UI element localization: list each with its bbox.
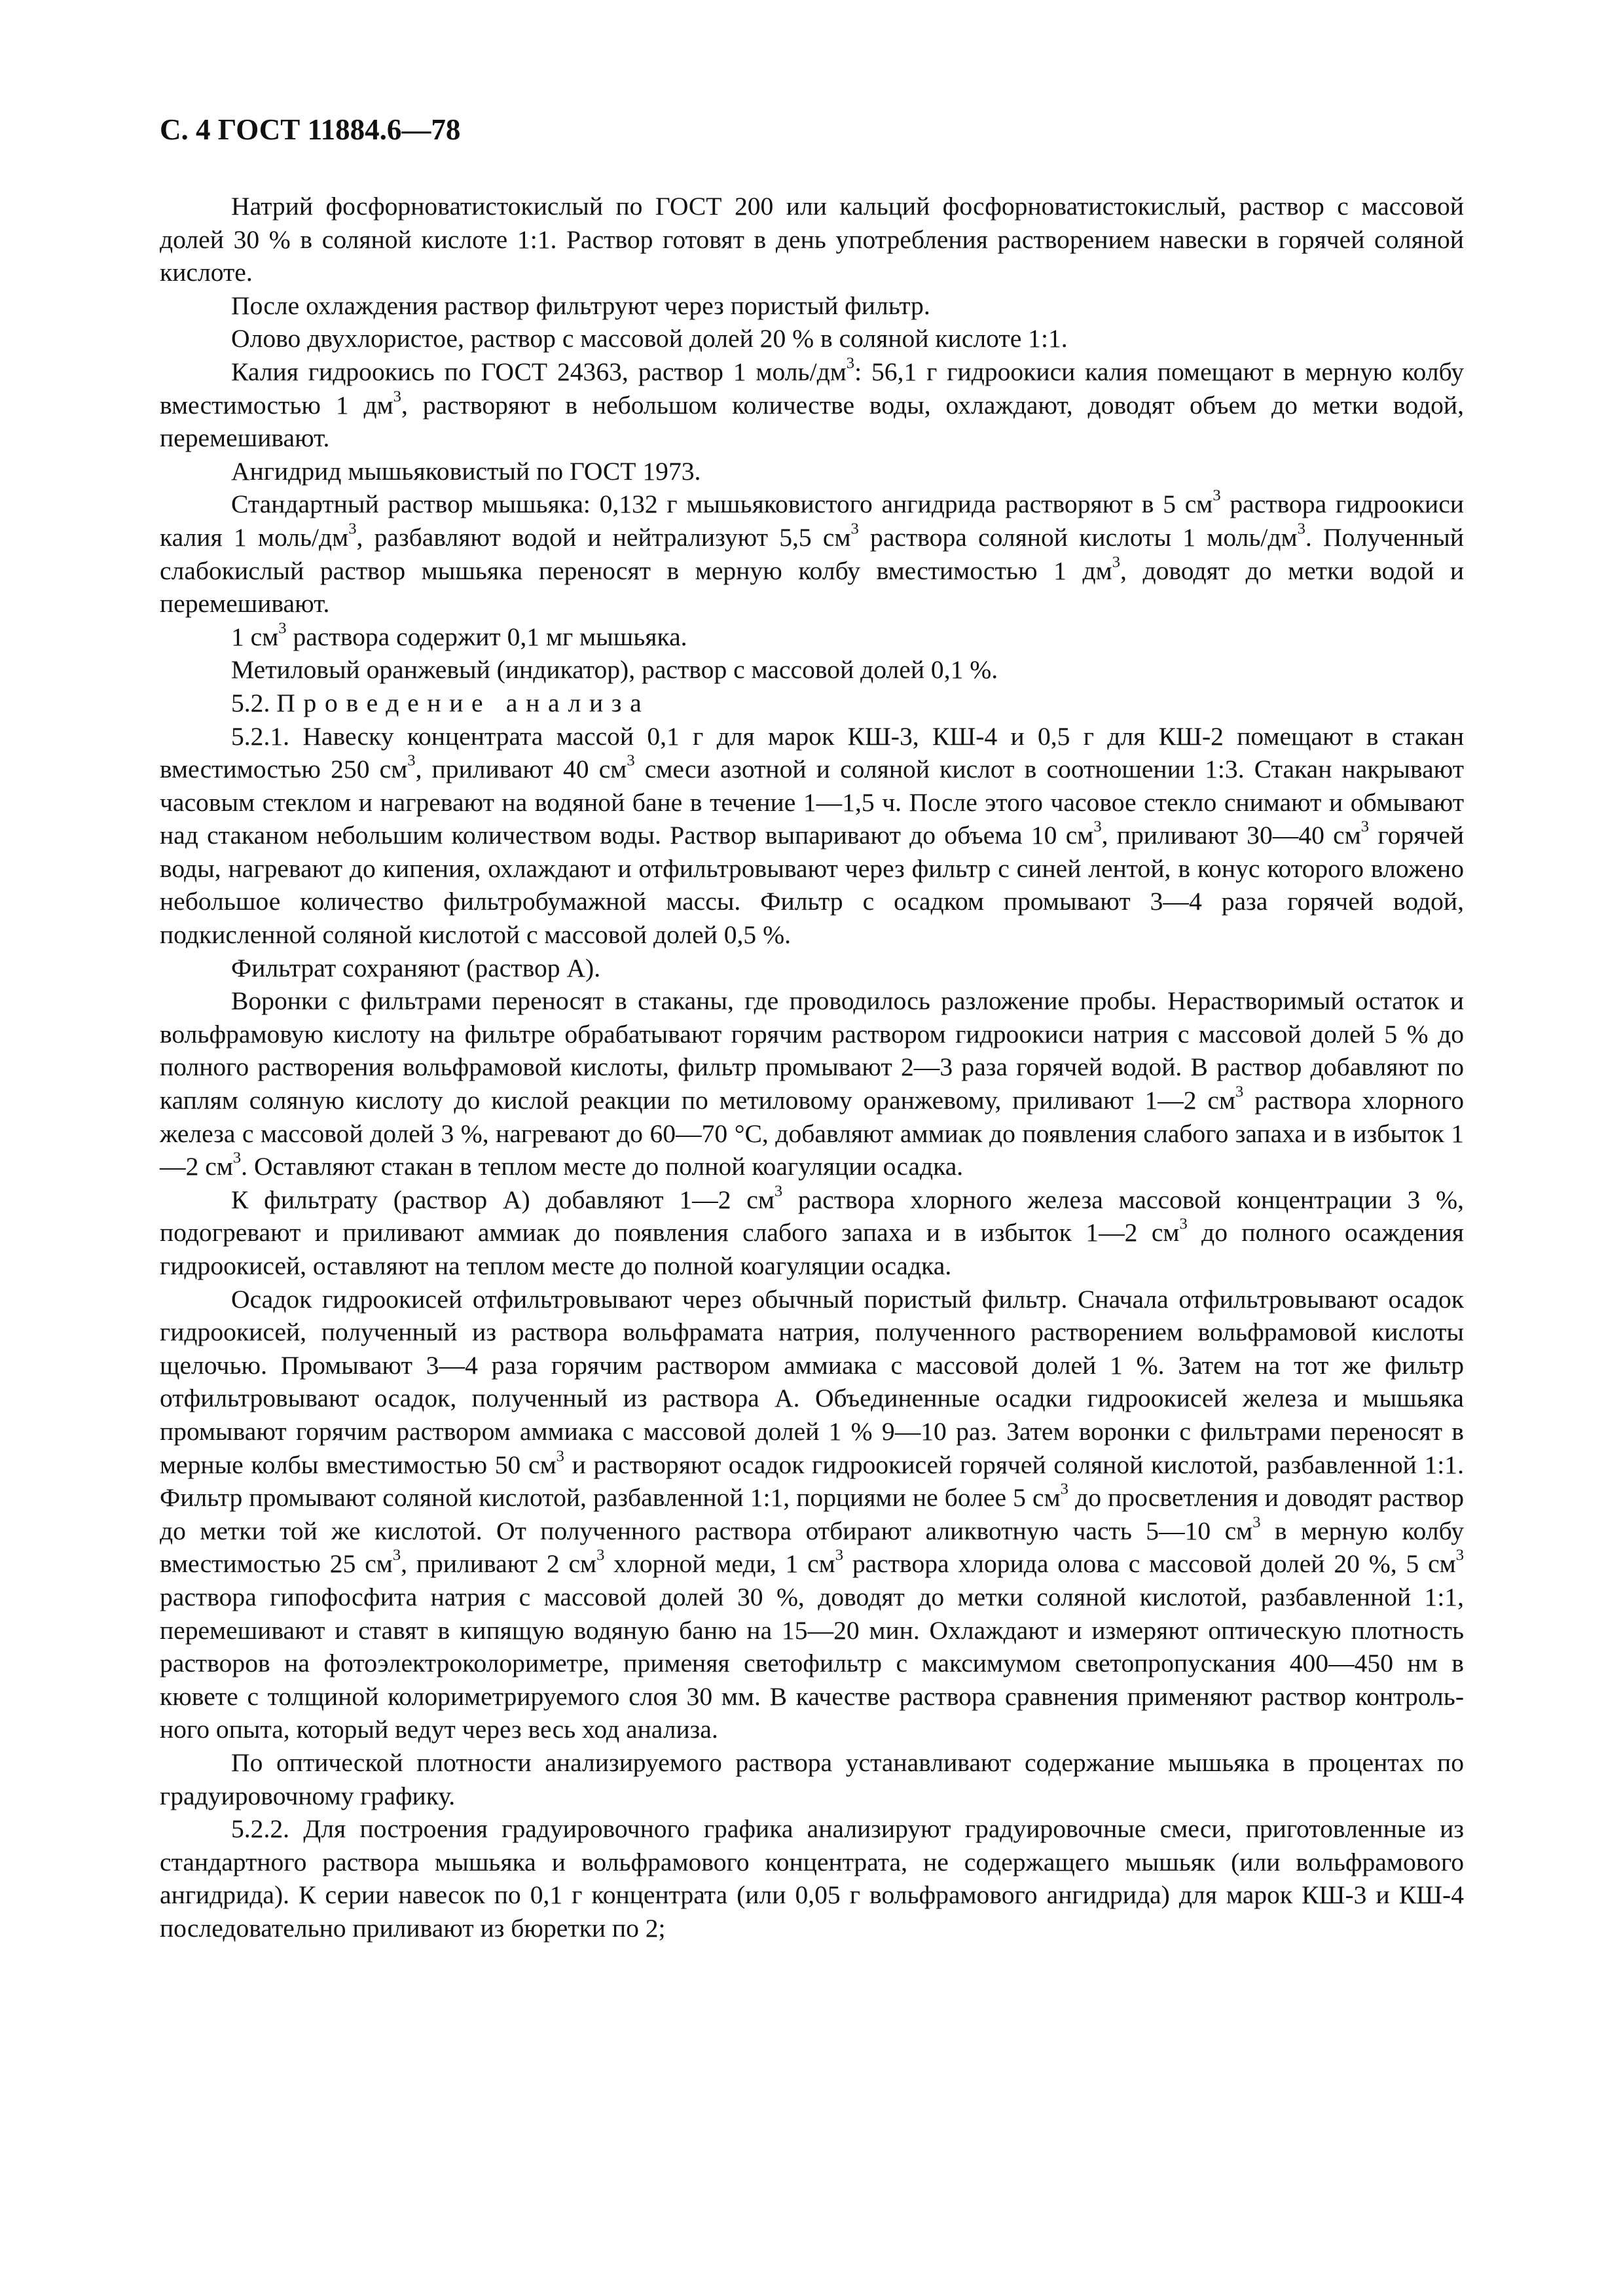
paragraph: Фильтрат сохраняют (раствор А). xyxy=(231,953,601,982)
section-heading xyxy=(160,687,1464,720)
paragraph: Стандартный раствор мышьяка: 0,132 г мышьяковистого ангидрида растворяют в 5 $см^3$ раствора гидроокиси калия 1 моль/$дм^3$, разбавляют водой и нейтрализуют 5,5 $см^3$ раствора соляной кислоты 1 моль/$дм^3$. Полученный слабокислый раствор мышьяка переносят в мерную колбу вместимостью 1 $дм^3$, доводят до метки водой и перемешивают. xyxy=(160,486,1465,619)
paragraph: 5.2.1. Навеску концентрата массой 0,1 г для марок КШ-3, КШ-4 и 0,5 г для КШ-2 помещают в стакан вместимостью 250 $см^3$, приливают 40 $см^3$ смеси азотной и соляной кислот в соотношении 1:3. Стакан накрывают часовым стеклом и нагревают на водяной бане в течение 1—1,5 ч. После этого часовое стекло снимают и обмывают над стаканом небольшим количеством воды. Раствор выпаривают до объема 10 $см^3$, приливают 30—40 $см^3$ горячей воды, нагревают до кипения, охлаждают и отфильтровывают через фильтр с синей лентой, в конус которого вложено небольшое количество фильтробумажной массы. Фильтр с осадком промывают 3—4 раза горячей водой, подкисленной соляной кислотой с массовой долей 0,5 %. xyxy=(160,721,1464,950)
section-number: 5.2. xyxy=(231,688,270,717)
paragraph: Натрий фосфорноватистокислый по ГОСТ 200 или кальций фосфорноватистокислый, раствор с массовой долей 30 % в соляной кислоте 1:1. Раствор готовят в день употребления растворением навески в горячей соляной кислоте. xyxy=(160,192,1464,287)
paragraph: Осадок гидроокисей отфильтровывают через обычный пористый фильтр. Сначала отфильтровывают осадок гидроокисей, полученный из раствора вольфрамата натрия, полученного растворением вольфрамовой кислоты щелочью. Промывают 3—4 раза горячим раствором аммиака с массовой долей 1 %. Затем на тот же фильтр отфильтровывают осадок, полученный из раствора А. Объединенные осадки гидроокисей железа и мышьяка промывают горячим раствором аммиака с массовой долей 1 % 9—10 раз. Затем воронки с фильтрами переносят в мерные колбы вместимостью 50 $см^3$ и растворяют осадок гидроокисей горячей соляной кислотой, разбавленной 1:1. Фильтр промывают соляной кислотой, разбавленной 1:1, порциями не более 5 $см^3$ до просветления и доводят раствор до метки той же кислотой. От полученного раствора отбирают аликвотную часть 5—10 $см^3$ в мерную колбу вместимостью 25 $см^3$, приливают 2 $см^3$ хлорной меди, 1 $см^3$ раствора хлорида олова с массовой долей 20 %, 5 $см^3$ раствора гипофосфита натрия с массовой долей 30 %, доводят до метки соляной кислотой, разбавленной 1:1, перемешивают и ставят в кипящую водяную баню на 15—20 мин. Охлаждают и измеряют оптическую плотность растворов на фотоэлектроколориметре, применяя светофильтр с максимумом светопропускания 400—450 нм в кювете с толщиной колориметрируемого слоя 30 мм. В качестве раствора сравнения применяют раствор контрольного опыта, который ведут через весь ход анализа. xyxy=(160,1284,1464,1744)
paragraph: 1 $см^3$ раствора содержит 0,1 мг мышьяка. xyxy=(231,619,687,651)
paragraph: Калия гидроокись по ГОСТ 24363, раствор 1 моль/$дм^3$: 56,1 г гидроокиси калия помещают в мерную колбу вместимостью 1 $дм^3$, растворяют в небольшом количестве воды, охлаждают, доводят объем до метки водой, перемешивают. xyxy=(160,354,1464,453)
paragraph: По оптической плотности анализируемого раствора устанавливают содержание мышьяка в процентах по градуировочному графику. xyxy=(160,1748,1464,1810)
paragraph: Ангидрид мышьяковистый по ГОСТ 1973. xyxy=(231,456,701,486)
section-title: Проведение анализа xyxy=(276,688,650,717)
paragraph: Воронки с фильтрами переносят в стаканы, где проводилось разложение пробы. Нерастворимый остаток и вольфрамовую кислоту на фильтре обрабатывают горячим раствором гидроокиси натрия с массовой долей 5 % до полного растворения вольфрамовой кислоты, фильтр промывают 2—3 раза горячей водой. В раствор добавляют по каплям соляную кислоту до кислой реакции по метиловому оранжевому, приливают 1—2 $см^3$ раствора хлорного железа с массовой долей 3 %, нагревают до 60—70 °С, добавляют аммиак до появления слабого запаха и в избыток 1—2 $см^3$. Оставляют стакан в теплом месте до полной коагуляции осадка. xyxy=(160,986,1464,1181)
paragraph: Олово двухлористое, раствор с массовой долей 20 % в соляной кислоте 1:1. xyxy=(231,324,1068,353)
paragraph: К фильтрату (раствор А) добавляют 1—2 $см^3$ раствора хлорного железа массовой концентрации 3 %, подогревают и приливают аммиак до появления слабого запаха и в избыток 1—2 $см^3$ до полного осаждения гидроокисей, оставляют на теплом месте до полной коагуляции осадка. xyxy=(160,1182,1464,1280)
paragraph: После охлаждения раствор фильтруют через пористый фильтр. xyxy=(231,291,930,320)
page-header: С. 4 ГОСТ 11884.6—78 xyxy=(160,113,461,146)
paragraph: Метиловый оранжевый (индикатор), раствор с массовой долей 0,1 %. xyxy=(231,655,998,685)
body-text xyxy=(160,190,1464,1945)
paragraph: 5.2.2. Для построения градуировочного графика анализируют градуировочные смеси, приготовленные из стандартного раствора мышьяка и вольфрамового концентрата, не содержащего мышьяк (или вольфрамового ангидрида). К серии навесок по 0,1 г концентрата (или 0,05 г вольфрамового ангидрида) для марок КШ-3 и КШ-4 последовательно приливают из бюретки по 2; xyxy=(160,1814,1464,1943)
